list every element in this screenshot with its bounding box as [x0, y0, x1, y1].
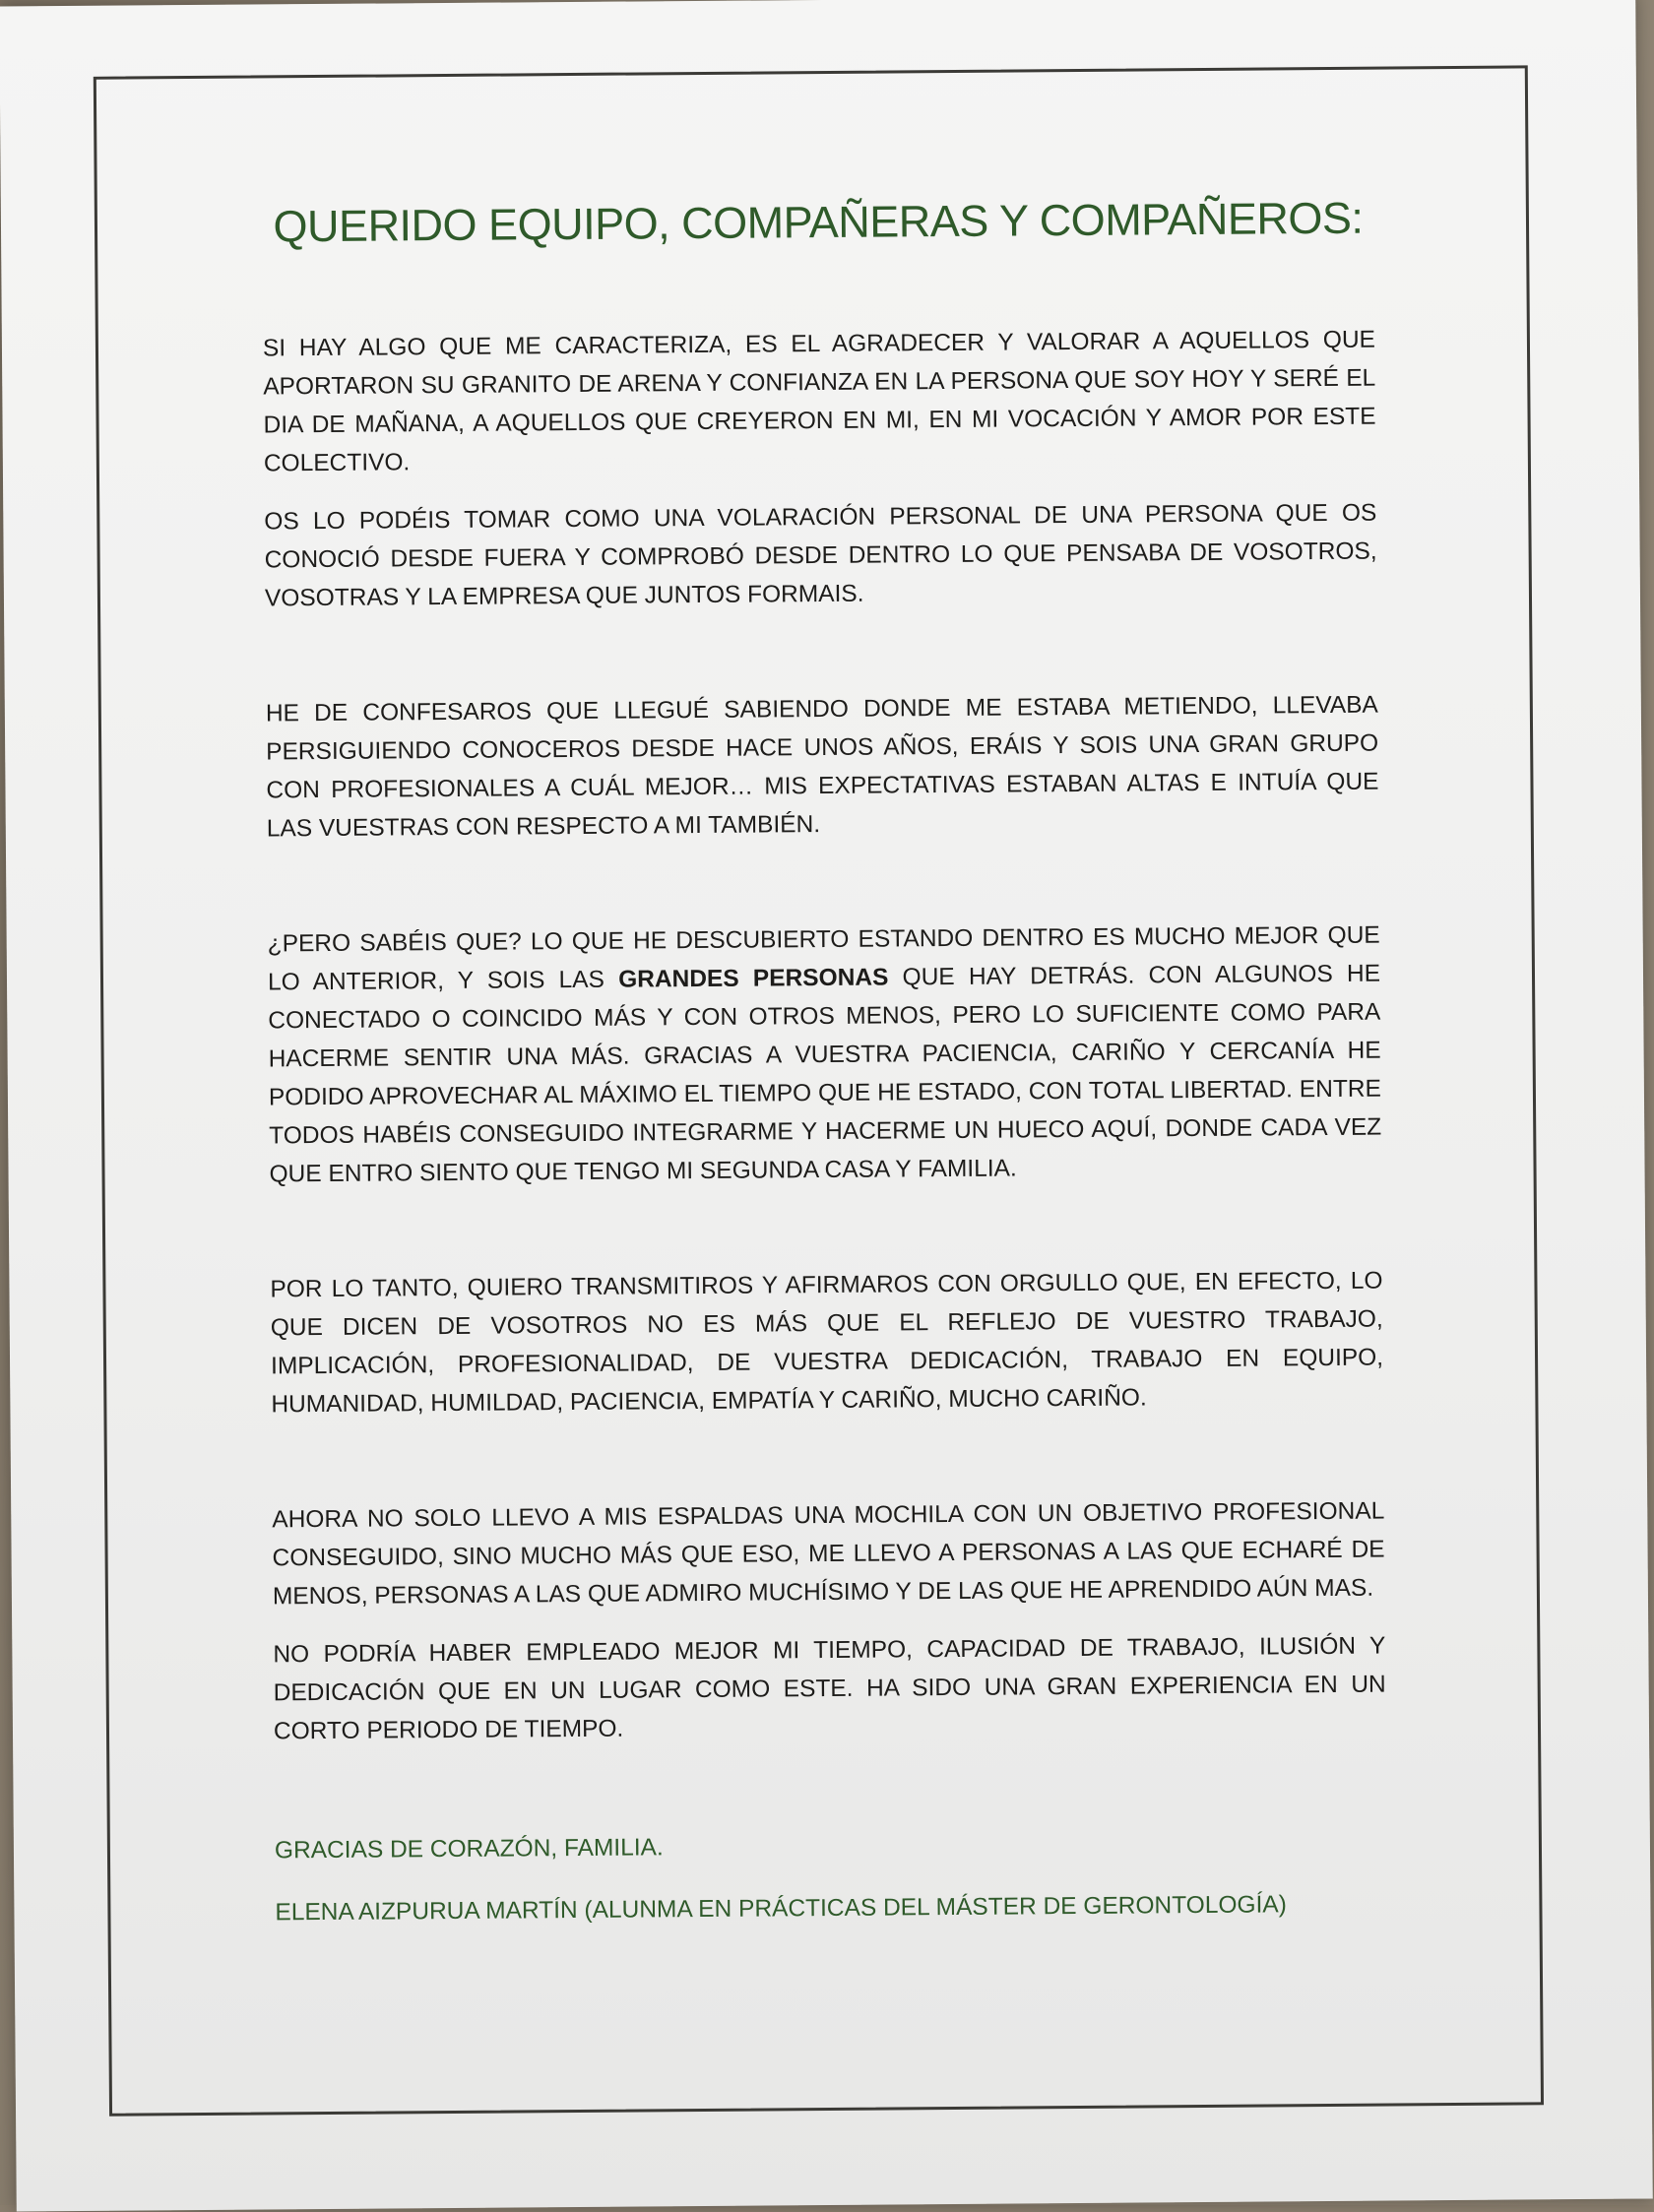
- paragraph-3: [266, 686, 1379, 849]
- paragraph-text: OS LO PODÉIS TOMAR COMO UNA VOLARACIÓN PERSONAL DE UNA PERSONA QUE OS CONOCIÓ DESDE FUERA Y COMPROBÓ DESDE DENTRO LO QUE PENSABA DE VOSOTROS, VOSOTRAS Y LA EMPRESA QUE JUNTOS FORMAIS.: [264, 499, 1377, 612]
- paragraph-text-start: ¿PERO SABÉIS QUE? LO QUE HE DESCUBIERTO ESTANDO DENTRO ES MUCHO MEJOR QUE LO ANTERIOR, Y SOIS LAS: [267, 921, 1380, 996]
- signature-line: ELENA AIZPURUA MARTÍN (ALUNMA EN PRÁCTICAS DEL MÁSTER DE GERONTOLOGÍA): [275, 1891, 1287, 1927]
- paragraph-6: [272, 1492, 1385, 1616]
- letter-title: QUERIDO EQUIPO, COMPAÑERAS Y COMPAÑEROS:: [273, 192, 1364, 252]
- paragraph-2: [264, 494, 1377, 618]
- paragraph-text: SI HAY ALGO QUE ME CARACTERIZA, ES EL AGRADECER Y VALORAR A AQUELLOS QUE APORTARON SU GRANITO DE ARENA Y CONFIANZA EN LA PERSONA QUE SOY HOY Y SERÉ EL DIA DE MAÑANA, A AQUELLOS QUE CREYERON EN MI, EN MI VOCACIÓN Y AMOR POR ESTE COLECTIVO.: [262, 326, 1376, 477]
- paragraph-text-end: QUE HAY DETRÁS. CON ALGUNOS HE CONECTADO O COINCIDO MÁS Y CON OTROS MENOS, PERO LO SUFICIENTE COMO PARA HACERME SENTIR UNA MÁS. GRACIAS A VUESTRA PACIENCIA, CARIÑO Y CERCANÍA HE PODIDO APROVECHAR AL MÁXIMO EL TIEMPO QUE HE ESTADO, CON TOTAL LIBERTAD. ENTRE TODOS HABÉIS CONSEGUIDO INTEGRARME Y HACERME UN HUECO AQUÍ, DONDE CADA VEZ QUE ENTRO SIENTO QUE TENGO MI SEGUNDA CASA Y FAMILIA.: [268, 960, 1382, 1188]
- letter-content: [262, 193, 1388, 1932]
- paragraph-text: POR LO TANTO, QUIERO TRANSMITIROS Y AFIRMAROS CON ORGULLO QUE, EN EFECTO, LO QUE DICEN DE VOSOTROS NO ES MÁS QUE EL REFLEJO DE VUESTRO TRABAJO, IMPLICACIÓN, PROFESIONALIDAD, DE VUESTRA DEDICACIÓN, TRABAJO EN EQUIPO, HUMANIDAD, HUMILDAD, PACIENCIA, EMPATÍA Y CARIÑO, MUCHO CARIÑO.: [270, 1267, 1384, 1419]
- paragraph-text: AHORA NO SOLO LLEVO A MIS ESPALDAS UNA MOCHILA CON UN OBJETIVO PROFESIONAL CONSEGUIDO, SINO MUCHO MÁS QUE ESO, ME LLEVO A PERSONAS A LAS QUE ECHARÉ DE MENOS, PERSONAS A LAS QUE ADMIRO MUCHÍSIMO Y DE LAS QUE HE APRENDIDO AÚN MAS.: [272, 1497, 1385, 1611]
- paragraph-4: [268, 916, 1382, 1194]
- paragraph-text: NO PODRÍA HABER EMPLEADO MEJOR MI TIEMPO, CAPACIDAD DE TRABAJO, ILUSIÓN Y DEDICACIÓN QUE EN UN LUGAR COMO ESTE. HA SIDO UNA GRAN EXPERIENCIA EN UN CORTO PERIODO DE TIEMPO.: [273, 1632, 1386, 1745]
- emphasis-bold-text: GRANDES PERSONAS: [618, 964, 889, 993]
- paragraph-1: [263, 321, 1376, 483]
- closing-thanks: GRACIAS DE CORAZÓN, FAMILIA.: [274, 1834, 664, 1864]
- paragraph-text: HE DE CONFESAROS QUE LLEGUÉ SABIENDO DONDE ME ESTABA METIENDO, LLEVABA PERSIGUIENDO CONOCEROS DESDE HACE UNOS AÑOS, ERÁIS Y SOIS UNA GRAN GRUPO CON PROFESIONALES A CUÁL MEJOR… MIS EXPECTATIVAS ESTABAN ALTAS E INTUÍA QUE LAS VUESTRAS CON RESPECTO A MI TAMBIÉN.: [265, 691, 1379, 843]
- paragraph-5: [270, 1262, 1383, 1424]
- paragraph-7: [273, 1627, 1386, 1751]
